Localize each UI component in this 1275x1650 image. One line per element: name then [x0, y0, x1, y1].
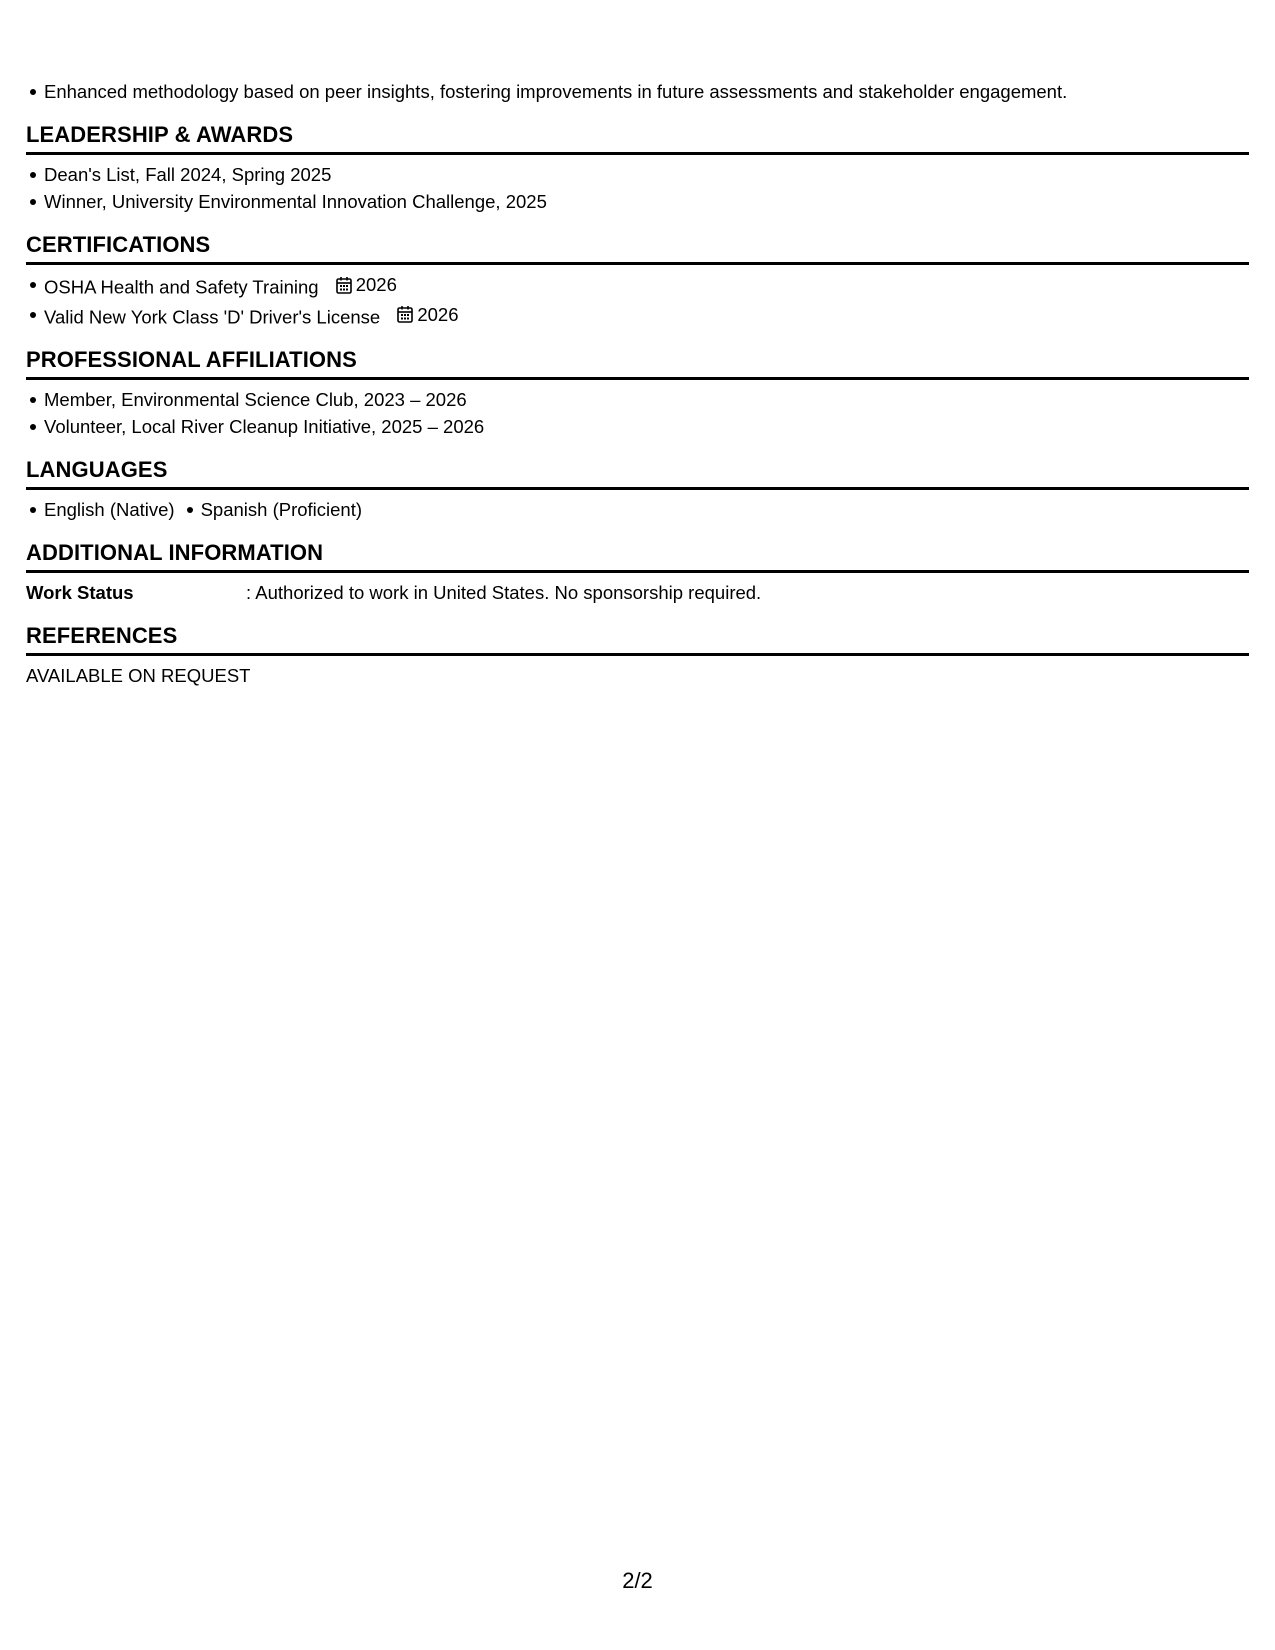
languages-section — [26, 456, 1249, 523]
section-title-languages: LANGUAGES — [26, 457, 168, 482]
calendar-icon — [397, 305, 413, 323]
info-value: : Authorized to work in United States. No sponsorship required. — [246, 582, 762, 603]
calendar-icon — [336, 276, 352, 294]
certification-year: 2026 — [355, 274, 397, 295]
info-key: Work Status — [26, 582, 134, 603]
certification-date — [336, 271, 397, 298]
section-divider — [26, 653, 1249, 656]
section-divider — [26, 152, 1249, 155]
section-divider — [26, 487, 1249, 490]
section-title-certifications: CERTIFICATIONS — [26, 232, 211, 257]
affiliations-section — [26, 346, 1249, 440]
list-item: Volunteer, Local River Cleanup Initiative, 2025 – 2026 — [44, 413, 1249, 440]
certifications-list — [26, 271, 1249, 330]
languages-list — [26, 496, 1249, 523]
certification-name: Valid New York Class 'D' Driver's License — [44, 306, 381, 327]
list-item: English (Native) — [44, 496, 175, 523]
page-number: 2/2 — [622, 1568, 653, 1593]
list-item: Winner, University Environmental Innovation Challenge, 2025 — [44, 188, 1249, 215]
list-item: Spanish (Proficient) — [201, 496, 362, 523]
certification-date — [397, 301, 458, 328]
continued-bullet-list — [26, 78, 1249, 105]
certifications-section — [26, 231, 1249, 330]
references-text: AVAILABLE ON REQUEST — [26, 665, 251, 686]
list-item — [44, 271, 1249, 301]
info-row — [26, 579, 1249, 606]
certification-year: 2026 — [417, 303, 459, 325]
list-item — [44, 301, 1249, 331]
section-divider — [26, 570, 1249, 573]
section-title-affiliations: PROFESSIONAL AFFILIATIONS — [26, 347, 357, 372]
resume-content — [26, 78, 1249, 689]
section-title-references: REFERENCES — [26, 623, 178, 648]
section-title-additional: ADDITIONAL INFORMATION — [26, 540, 324, 565]
list-item: Enhanced methodology based on peer insights, fostering improvements in future assessments and stakeholder engagement. — [44, 78, 1249, 105]
leadership-section — [26, 121, 1249, 215]
leadership-list — [26, 161, 1249, 215]
list-item: Member, Environmental Science Club, 2023 – 2026 — [44, 386, 1249, 413]
affiliations-list — [26, 386, 1249, 440]
section-divider — [26, 262, 1249, 265]
additional-info-section — [26, 539, 1249, 606]
section-divider — [26, 377, 1249, 380]
section-title-leadership: LEADERSHIP & AWARDS — [26, 122, 294, 147]
certification-name: OSHA Health and Safety Training — [44, 276, 319, 298]
list-item: Dean's List, Fall 2024, Spring 2025 — [44, 161, 1249, 188]
references-section — [26, 622, 1249, 689]
